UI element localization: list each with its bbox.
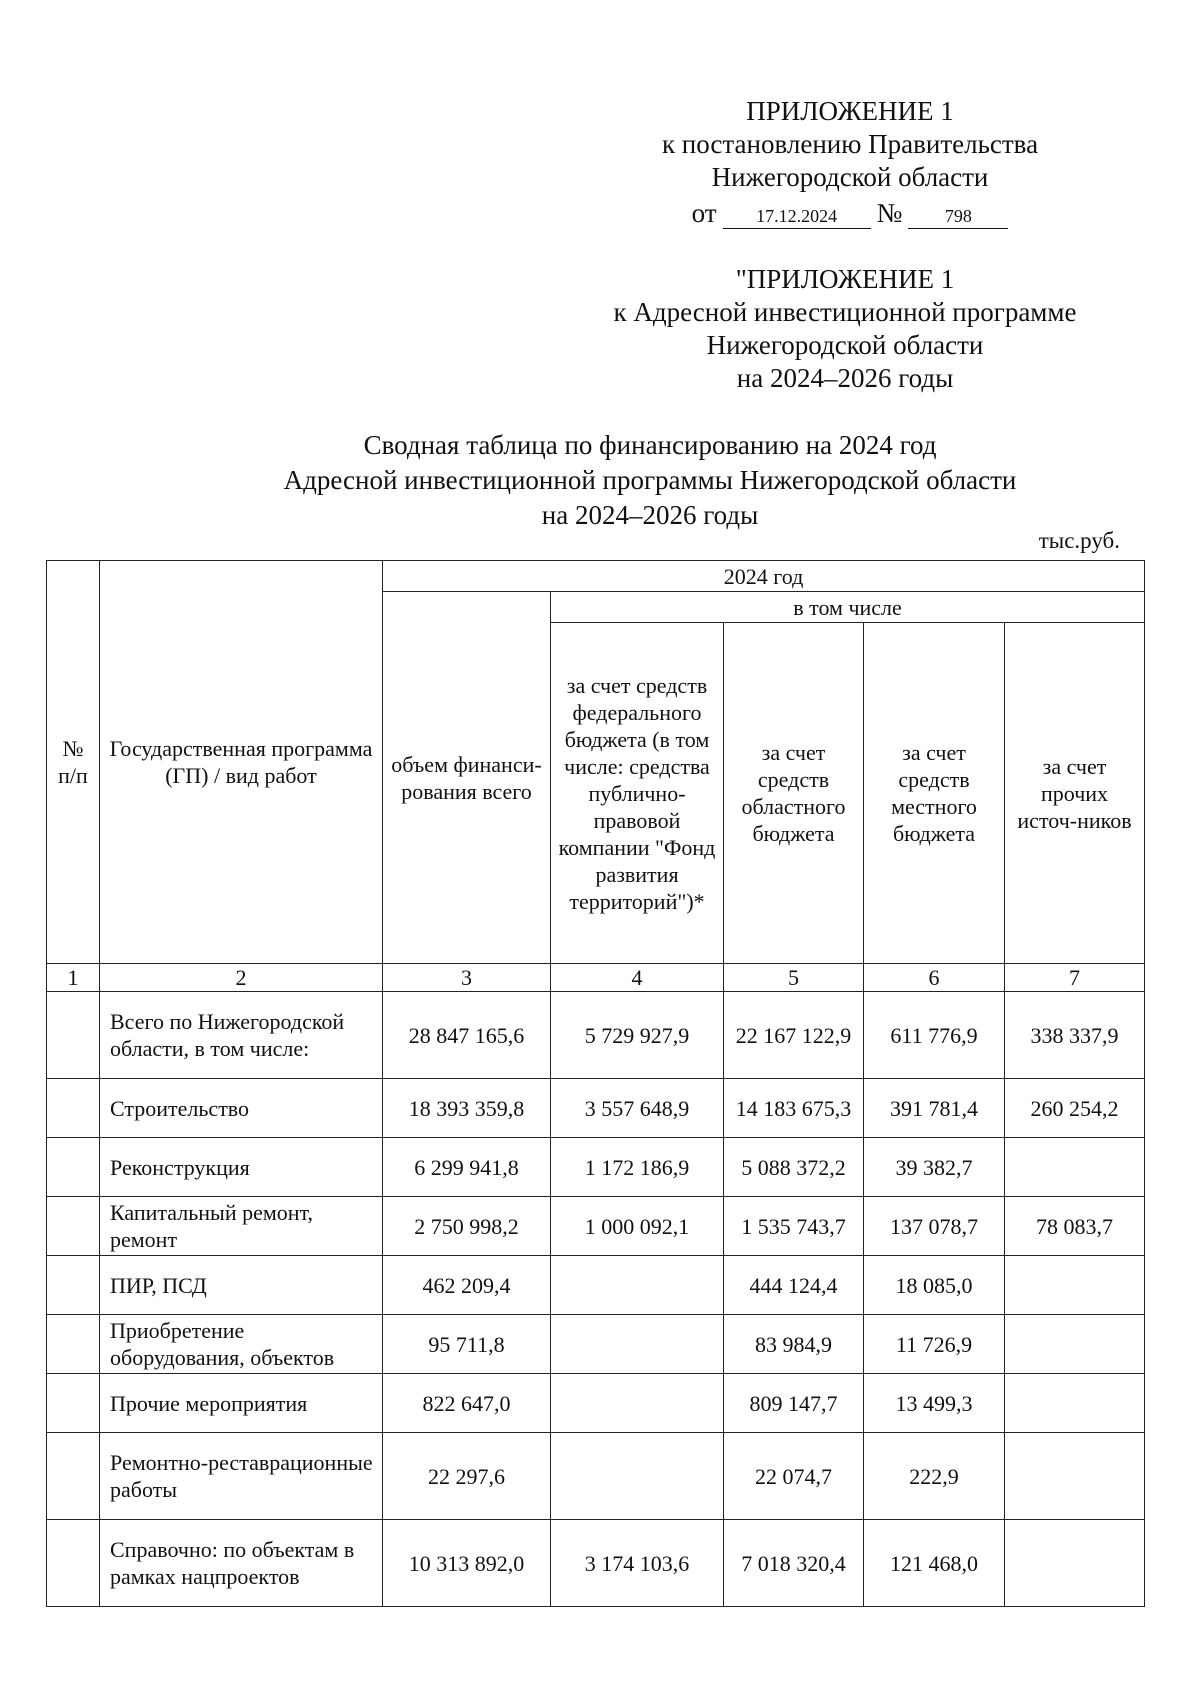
cell-local: 391 781,4 <box>864 1079 1005 1138</box>
cell-total: 2 750 998,2 <box>383 1197 551 1256</box>
col-number: 3 <box>383 964 551 992</box>
cell-other <box>1005 1374 1145 1433</box>
cell-num <box>47 1079 100 1138</box>
col-number: 6 <box>864 964 1005 992</box>
date-prefix: от <box>691 198 717 228</box>
cell-federal <box>551 1374 724 1433</box>
cell-local: 611 776,9 <box>864 992 1005 1079</box>
cell-name: Ремонтно-реставрационные работы <box>100 1433 383 1520</box>
cell-federal: 1 172 186,9 <box>551 1138 724 1197</box>
table-row <box>47 1520 1145 1607</box>
header-total: объем финанси-рования всего <box>383 592 551 964</box>
cell-num <box>47 1138 100 1197</box>
table-row <box>47 1433 1145 1520</box>
cell-other: 260 254,2 <box>1005 1079 1145 1138</box>
program-ref: к Адресной инвестиционной программе <box>613 297 1077 327</box>
column-number-row <box>47 964 1145 992</box>
cell-regional: 22 167 122,9 <box>724 992 864 1079</box>
cell-total: 10 313 892,0 <box>383 1520 551 1607</box>
cell-local: 222,9 <box>864 1433 1005 1520</box>
unit-label: тыс.руб. <box>1038 528 1120 553</box>
cell-total: 822 647,0 <box>383 1374 551 1433</box>
number-sign: № <box>876 198 903 228</box>
cell-regional: 7 018 320,4 <box>724 1520 864 1607</box>
cell-local: 13 499,3 <box>864 1374 1005 1433</box>
order-number: 798 <box>908 204 1008 229</box>
resolution-header <box>590 95 1110 230</box>
cell-local: 39 382,7 <box>864 1138 1005 1197</box>
col-number: 4 <box>551 964 724 992</box>
cell-num <box>47 1433 100 1520</box>
cell-federal <box>551 1315 724 1374</box>
col-number: 7 <box>1005 964 1145 992</box>
program-header <box>580 263 1110 395</box>
appendix-title-2: "ПРИЛОЖЕНИЕ 1 <box>735 264 955 294</box>
document-title <box>200 428 1100 533</box>
cell-regional: 444 124,4 <box>724 1256 864 1315</box>
program-period: на 2024–2026 годы <box>736 363 954 393</box>
cell-total: 95 711,8 <box>383 1315 551 1374</box>
cell-name: Прочие мероприятия <box>100 1374 383 1433</box>
cell-regional: 5 088 372,2 <box>724 1138 864 1197</box>
cell-total: 462 209,4 <box>383 1256 551 1315</box>
cell-other: 338 337,9 <box>1005 992 1145 1079</box>
cell-total: 22 297,6 <box>383 1433 551 1520</box>
table-row <box>47 1079 1145 1138</box>
title-line-1: Сводная таблица по финансированию на 2024 год <box>363 430 937 460</box>
table-row <box>47 992 1145 1079</box>
cell-name: Справочно: по объектам в рамках нацпроектов <box>100 1520 383 1607</box>
header-year: 2024 год <box>383 561 1145 592</box>
cell-local: 18 085,0 <box>864 1256 1005 1315</box>
cell-other <box>1005 1315 1145 1374</box>
order-date: 17.12.2024 <box>723 204 871 229</box>
cell-federal <box>551 1433 724 1520</box>
table-row <box>47 1138 1145 1197</box>
cell-name: Всего по Нижегородской области, в том числе: <box>100 992 383 1079</box>
header-local: за счет средств местного бюджета <box>864 623 1005 964</box>
region-name-2: Нижегородской области <box>706 330 984 360</box>
appendix-title: ПРИЛОЖЕНИЕ 1 <box>746 96 954 126</box>
header-including: в том числе <box>551 592 1145 623</box>
cell-name: Капитальный ремонт, ремонт <box>100 1197 383 1256</box>
cell-local: 121 468,0 <box>864 1520 1005 1607</box>
cell-num <box>47 1520 100 1607</box>
region-name: Нижегородской области <box>711 162 989 192</box>
col-number: 5 <box>724 964 864 992</box>
cell-name: Строительство <box>100 1079 383 1138</box>
cell-regional: 22 074,7 <box>724 1433 864 1520</box>
cell-name: Приобретение оборудования, объектов <box>100 1315 383 1374</box>
cell-name: ПИР, ПСД <box>100 1256 383 1315</box>
cell-regional: 1 535 743,7 <box>724 1197 864 1256</box>
cell-total: 18 393 359,8 <box>383 1079 551 1138</box>
cell-federal <box>551 1256 724 1315</box>
cell-regional: 83 984,9 <box>724 1315 864 1374</box>
cell-federal: 1 000 092,1 <box>551 1197 724 1256</box>
cell-local: 11 726,9 <box>864 1315 1005 1374</box>
cell-total: 6 299 941,8 <box>383 1138 551 1197</box>
cell-regional: 14 183 675,3 <box>724 1079 864 1138</box>
cell-num <box>47 1197 100 1256</box>
title-line-3: на 2024–2026 годы <box>541 500 759 530</box>
cell-num <box>47 1374 100 1433</box>
header-program: Государственная программа (ГП) / вид работ <box>100 561 383 964</box>
header-num: № п/п <box>47 561 100 964</box>
cell-local: 137 078,7 <box>864 1197 1005 1256</box>
cell-federal: 3 557 648,9 <box>551 1079 724 1138</box>
title-line-2: Адресной инвестиционной программы Нижегородской области <box>283 465 1017 495</box>
cell-federal: 3 174 103,6 <box>551 1520 724 1607</box>
cell-total: 28 847 165,6 <box>383 992 551 1079</box>
table-row <box>47 1374 1145 1433</box>
cell-other <box>1005 1520 1145 1607</box>
resolution-ref: к постановлению Правительства <box>661 129 1039 159</box>
col-number: 2 <box>100 964 383 992</box>
cell-other <box>1005 1433 1145 1520</box>
financing-table <box>46 560 1145 1607</box>
cell-num <box>47 1315 100 1374</box>
table-row <box>47 1197 1145 1256</box>
cell-regional: 809 147,7 <box>724 1374 864 1433</box>
table-row <box>47 1256 1145 1315</box>
header-federal: за счет средств федерального бюджета (в том числе: средства публично-правовой компании "Фонд развития территорий")* <box>551 623 724 964</box>
cell-num <box>47 992 100 1079</box>
cell-other: 78 083,7 <box>1005 1197 1145 1256</box>
cell-other <box>1005 1256 1145 1315</box>
header-other: за счет прочих источ-ников <box>1005 623 1145 964</box>
cell-federal: 5 729 927,9 <box>551 992 724 1079</box>
order-line <box>590 197 1110 230</box>
cell-name: Реконструкция <box>100 1138 383 1197</box>
cell-num <box>47 1256 100 1315</box>
col-number: 1 <box>47 964 100 992</box>
header-regional: за счет средств областного бюджета <box>724 623 864 964</box>
cell-other <box>1005 1138 1145 1197</box>
table-row <box>47 1315 1145 1374</box>
